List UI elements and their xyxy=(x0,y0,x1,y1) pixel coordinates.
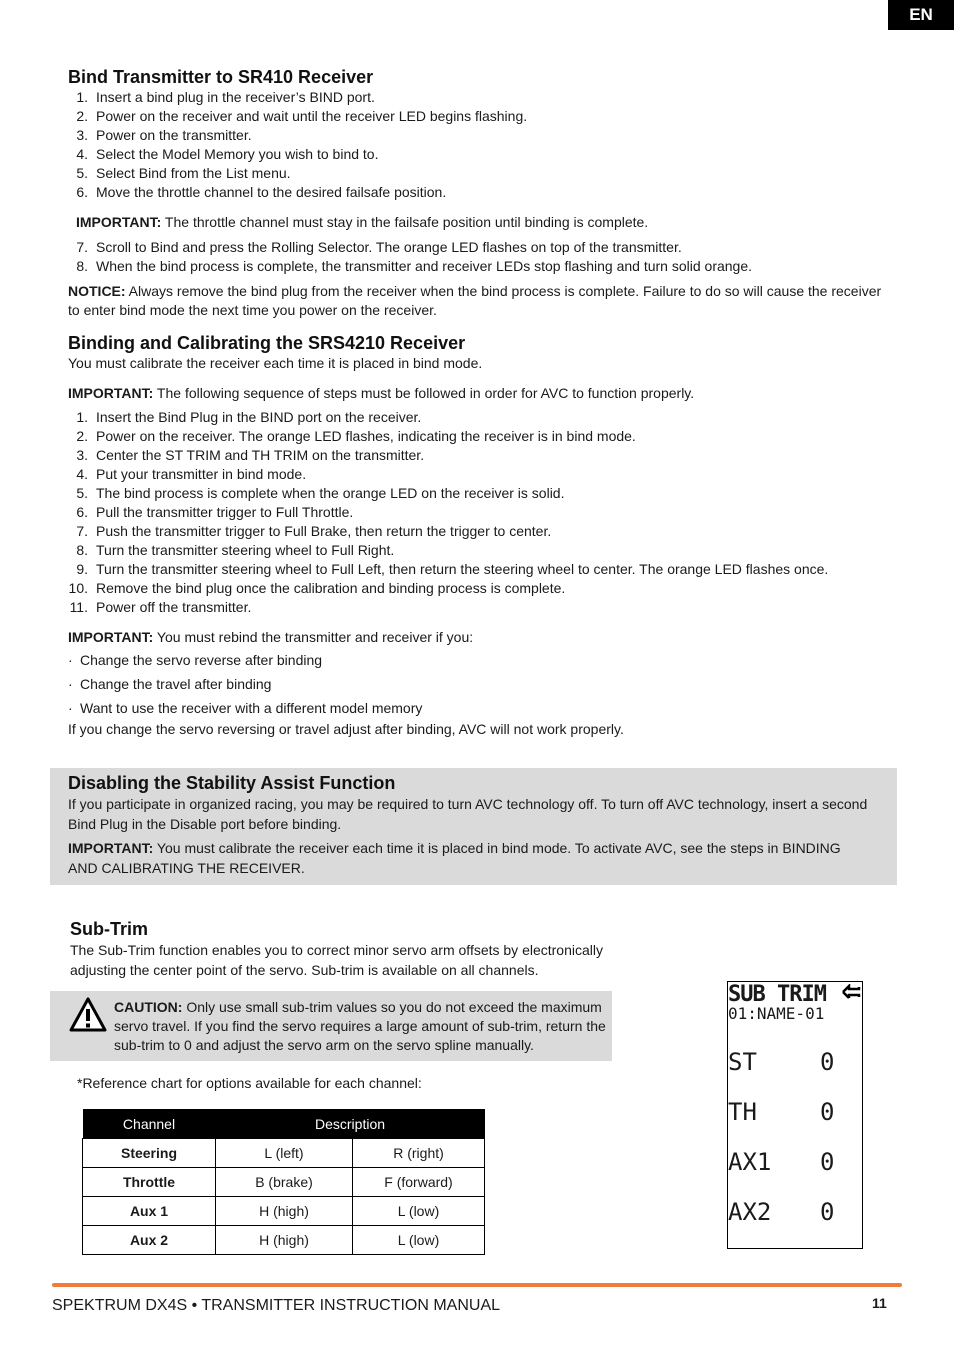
list-item: 1. Insert a bind plug in the receiver’s BIND port. xyxy=(76,89,375,105)
list-item: 3. Power on the transmitter. xyxy=(76,127,252,143)
table-cell: R (right) xyxy=(353,1139,485,1168)
warning-icon xyxy=(68,996,108,1034)
table-cell: Aux 2 xyxy=(83,1226,216,1255)
bind-notice: NOTICE: Always remove the bind plug from the receiver when the bind process is complete. Failure to do so will cause the receiver to enter bind mode the next time you power on the receiver. xyxy=(68,283,882,318)
list-item: · Want to use the receiver with a different model memory xyxy=(68,699,888,718)
list-item: · Change the servo reverse after binding xyxy=(68,651,888,670)
table-cell: L (low) xyxy=(353,1197,485,1226)
list-item: 6. Move the throttle channel to the desired failsafe position. xyxy=(76,184,447,200)
list-item: 6. Pull the transmitter trigger to Full Throttle. xyxy=(76,504,354,520)
bind-section xyxy=(68,66,888,320)
list-item: · Change the travel after binding xyxy=(68,675,888,694)
footer-text: SPEKTRUM DX4S • TRANSMITTER INSTRUCTION MANUAL xyxy=(52,1297,501,1314)
list-item: 2. Power on the receiver. The orange LED flashes, indicating the receiver is in bind mode. xyxy=(76,428,636,444)
calib-closing: If you change the servo reversing or travel adjust after binding, AVC will not work properly. xyxy=(68,721,624,737)
table-cell: L (left) xyxy=(216,1139,353,1168)
list-item: 4. Put your transmitter in bind mode. xyxy=(76,466,307,482)
list-item: 7. Push the transmitter trigger to Full Brake, then return the trigger to center. xyxy=(76,523,552,539)
list-item: 8. Turn the transmitter steering wheel to Full Right. xyxy=(76,542,395,558)
table-header: Channel xyxy=(83,1109,216,1139)
subtrim-title: Sub-Trim xyxy=(70,919,149,939)
lcd-title: SUB TRIM xyxy=(728,982,826,1007)
stability-important-note: IMPORTANT: You must calibrate the receiver each time it is placed in bind mode. To activate AVC, see the steps in BINDING AND CALIBRATING THE RECEIVER. xyxy=(68,840,841,876)
calib-steps xyxy=(68,408,888,617)
bind-important-note: IMPORTANT: The throttle channel must stay in the failsafe position until binding is complete. xyxy=(76,214,649,230)
list-item: 1. Insert the Bind Plug in the BIND port on the receiver. xyxy=(76,409,422,425)
table-cell: F (forward) xyxy=(353,1168,485,1197)
calib-section xyxy=(68,332,888,739)
table-cell: H (high) xyxy=(216,1197,353,1226)
caution-text: CAUTION: Only use small sub-trim values so you do not exceed the maximum servo travel. If you find the servo requires a large amount of sub-trim, return the sub-trim to 0 and adjust the servo arm on the servo spline manually. xyxy=(114,999,606,1053)
list-item: 5. The bind process is complete when the orange LED on the receiver is solid. xyxy=(76,485,565,501)
table-cell: Throttle xyxy=(83,1168,216,1197)
subtrim-body: The Sub-Trim function enables you to correct minor servo arm offsets by electronically adjusting the center point of the servo. Sub-trim is available on all channels. xyxy=(70,942,603,978)
subtrim-section xyxy=(70,918,610,980)
calib-title: Binding and Calibrating the SRS4210 Receiver xyxy=(68,333,466,353)
options-table xyxy=(82,1109,485,1255)
table-cell: B (brake) xyxy=(216,1168,353,1197)
lcd-model-name: 01:NAME-01 xyxy=(728,1004,825,1023)
calib-rebind-note: IMPORTANT: You must rebind the transmitter and receiver if you: xyxy=(68,629,474,645)
bind-title: Bind Transmitter to SR410 Receiver xyxy=(68,67,374,87)
footer-rule xyxy=(52,1283,902,1287)
table-row xyxy=(83,1226,485,1255)
list-item: 11. Power off the transmitter. xyxy=(69,599,252,615)
bind-steps-a xyxy=(68,88,888,202)
calib-important-note: IMPORTANT: The following sequence of steps must be followed in order for AVC to function properly. xyxy=(68,385,695,401)
table-cell: H (high) xyxy=(216,1226,353,1255)
language-tab: EN xyxy=(888,0,954,30)
stability-title: Disabling the Stability Assist Function xyxy=(68,773,396,793)
table-cell: Steering xyxy=(83,1139,216,1168)
subtrim-lcd-screen: SUB TRIM 01:NAME-01 ST 0 TH 0 AX1 0 AX2 0 xyxy=(727,981,863,1249)
list-item: 5. Select Bind from the List menu. xyxy=(76,165,291,181)
list-item: 9. Turn the transmitter steering wheel to Full Left, then return the steering wheel to center. The orange LED flashes once. xyxy=(76,561,829,577)
list-item: 8. When the bind process is complete, the transmitter and receiver LEDs stop flashing and turn solid orange. xyxy=(76,258,753,274)
table-row xyxy=(83,1197,485,1226)
table-cell: L (low) xyxy=(353,1226,485,1255)
back-arrow-icon xyxy=(841,984,861,1000)
stability-body: If you participate in organized racing, you may be required to turn AVC technology off. To turn off AVC technology, insert a second Bind Plug in the Disable port before binding. xyxy=(68,796,868,832)
list-item: 7. Scroll to Bind and press the Rolling Selector. The orange LED flashes on top of the transmitter. xyxy=(76,239,682,255)
table-row xyxy=(83,1139,485,1168)
list-item: 3. Center the ST TRIM and TH TRIM on the transmitter. xyxy=(76,447,425,463)
table-cell: Aux 1 xyxy=(83,1197,216,1226)
stability-section xyxy=(68,772,868,878)
table-row xyxy=(83,1168,485,1197)
list-item: 10. Remove the bind plug once the calibration and binding process is complete. xyxy=(68,580,566,596)
bind-steps-b xyxy=(68,238,888,276)
calib-intro: You must calibrate the receiver each time it is placed in bind mode. xyxy=(68,355,483,371)
page-number: 11 xyxy=(872,1295,887,1311)
reference-note: *Reference chart for options available for each channel: xyxy=(77,1075,422,1091)
rebind-bullets xyxy=(68,651,888,718)
list-item: 4. Select the Model Memory you wish to bind to. xyxy=(76,146,379,162)
table-header: Description xyxy=(216,1109,485,1139)
list-item: 2. Power on the receiver and wait until the receiver LED begins flashing. xyxy=(76,108,528,124)
